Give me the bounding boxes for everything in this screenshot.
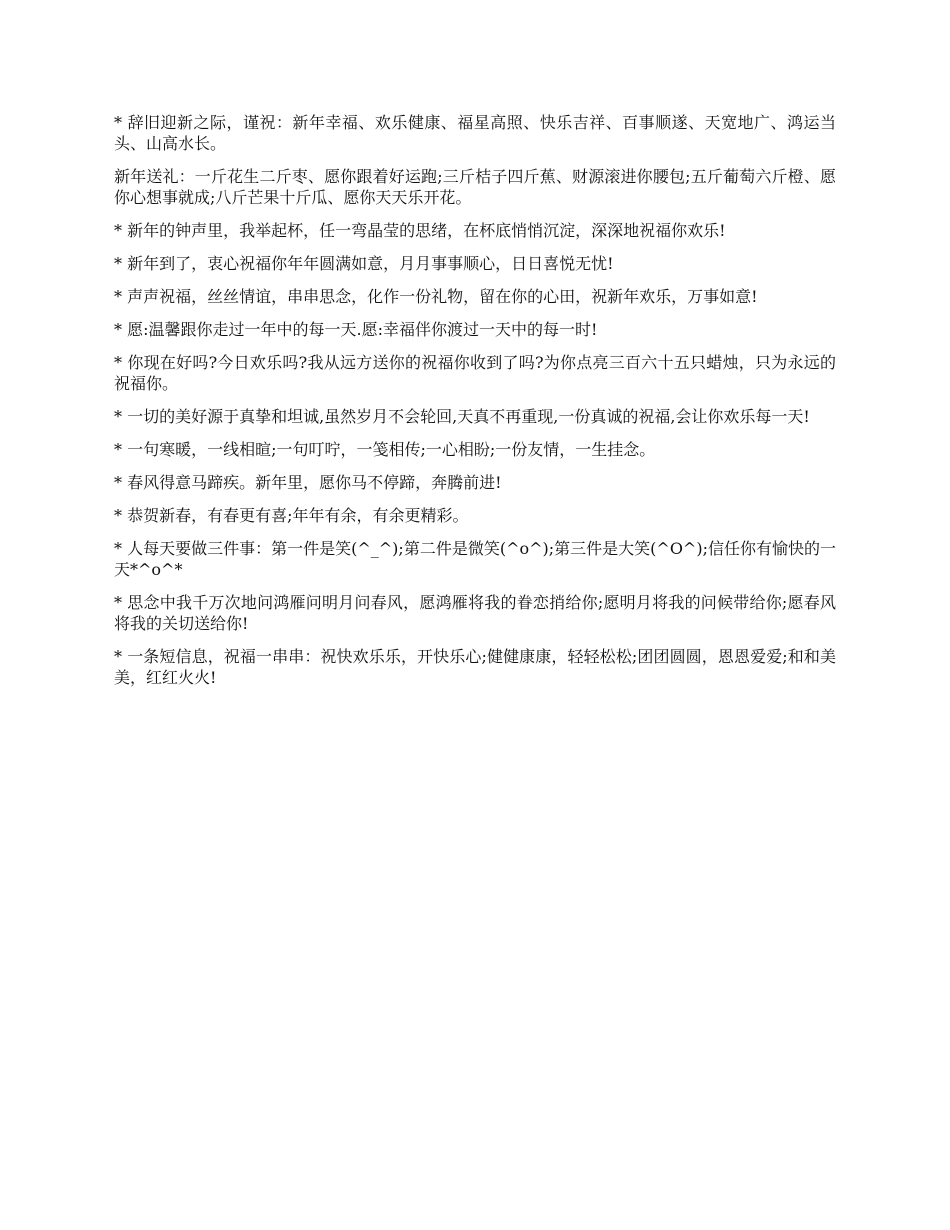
paragraph: * 春风得意马蹄疾。新年里，愿你马不停蹄，奔腾前进! — [114, 473, 502, 492]
paragraph: * 新年到了，衷心祝福你年年圆满如意，月月事事顺心，日日喜悦无忧! — [114, 254, 614, 273]
paragraph: * 辞旧迎新之际，谨祝：新年幸福、欢乐健康、福星高照、快乐吉祥、百事顺遂、天宽地广、鸿运当头、山高水长。 — [114, 113, 836, 153]
paragraph: * 一切的美好源于真挚和坦诚,虽然岁月不会轮回,天真不再重现,一份真诚的祝福,会让你欢乐每一天! — [114, 407, 810, 426]
paragraph: * 声声祝福，丝丝情谊，串串思念，化作一份礼物，留在你的心田，祝新年欢乐，万事如意! — [114, 287, 758, 306]
paragraph: * 愿:温馨跟你走过一年中的每一天.愿:幸福伴你渡过一天中的每一时! — [114, 320, 598, 339]
paragraph: 新年送礼：一斤花生二斤枣、愿你跟着好运跑;三斤桔子四斤蕉、财源滚进你腰包;五斤葡萄六斤橙、愿你心想事就成;八斤芒果十斤瓜、愿你天天乐开花。 — [114, 167, 836, 207]
paragraph: * 人每天要做三件事：第一件是笑(^_^);第二件是微笑(^o^);第三件是大笑(^O^);信任你有愉快的一天*^o^* — [114, 539, 836, 579]
document-body — [114, 112, 836, 700]
paragraph: * 新年的钟声里，我举起杯，任一弯晶莹的思绪，在杯底悄悄沉淀，深深地祝福你欢乐! — [114, 221, 726, 240]
paragraph: * 你现在好吗?今日欢乐吗?我从远方送你的祝福你收到了吗?为你点亮三百六十五只蜡烛，只为永远的祝福你。 — [114, 353, 836, 393]
paragraph: * 恭贺新春，有春更有喜;年年有余，有余更精彩。 — [114, 506, 469, 525]
paragraph: * 一句寒暖，一线相暄;一句叮咛，一笺相传;一心相盼;一份友情，一生挂念。 — [114, 440, 656, 459]
paragraph: * 思念中我千万次地问鸿雁问明月问春风，愿鸿雁将我的眷恋捎给你;愿明月将我的问候带给你;愿春风将我的关切送给你! — [114, 593, 836, 633]
paragraph: * 一条短信息，祝福一串串：祝快欢乐乐，开快乐心;健健康康，轻轻松松;团团圆圆，恩恩爱爱;和和美美，红红火火! — [114, 647, 836, 687]
